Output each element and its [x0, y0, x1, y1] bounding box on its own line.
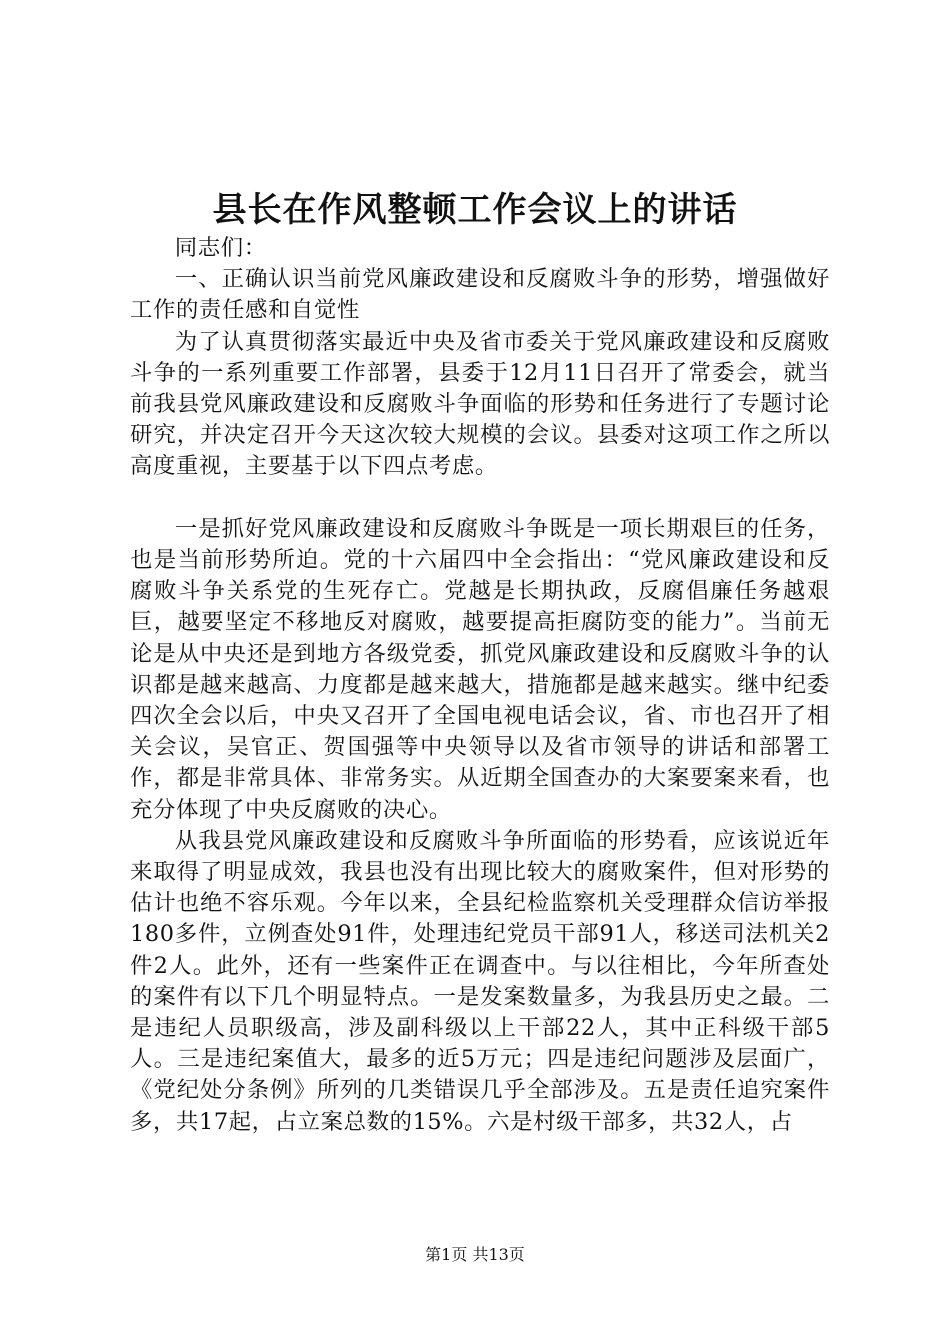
document-title: 县长在作风整顿工作会议上的讲话: [212, 190, 738, 230]
document-body: [130, 233, 830, 1138]
page-number-footer: 第1页 共13页: [425, 1245, 525, 1264]
section-heading-paragraph: 一、正确认识当前党风廉政建设和反腐败斗争的形势，增强做好工作的责任感和自觉性: [130, 266, 830, 324]
body-paragraph: 一是抓好党风廉政建设和反腐败斗争既是一项长期艰巨的任务，也是当前形势所迫。党的十六届四中全会指出：“党风廉政建设和反腐败斗争关系党的生死存亡。党越是长期执政，反腐倡廉任务越艰巨，越要坚定不移地反对腐败，越要提高拒腐防变的能力”。当前无论是从中央还是到地方各级党委，抓党风廉政建设和反腐败斗争的认识都是越来越高、力度都是越来越大，措施都是越来越实。继中纪委四次全会以后，中央又召开了全国电视电话会议，省、市也召开了相关会议，吴官正、贺国强等中央领导以及省市领导的讲话和部署工作，都是非常具体、非常务实。从近期全国查办的大案要案来看，也充分体现了中央反腐败的决心。: [130, 515, 830, 823]
salutation-paragraph: 同志们：: [174, 235, 267, 261]
body-paragraph: 从我县党风廉政建设和反腐败斗争所面临的形势看，应该说近年来取得了明显成效，我县也没有出现比较大的腐败案件，但对形势的估计也绝不容乐观。今年以来，全县纪检监察机关受理群众信访举报180多件，立例查处91件，处理违纪党员干部91人，移送司法机关2件2人。此外，还有一些案件正在调查中。与以往相比，今年所查处的案件有以下几个明显特点。一是发案数量多，为我县历史之最。二是违纪人员职级高，涉及副科级以上干部22人，其中正科级干部5人。三是违纪案值大，最多的近5万元；四是违纪问题涉及层面广，《党纪处分条例》所列的几类错误几乎全部涉及。五是责任追究案件多，共17起，占立案总数的15%。六是村级干部多，共32人，占: [130, 827, 830, 1135]
paragraph-spacer: [130, 483, 830, 514]
body-paragraph: 为了认真贯彻落实最近中央及省市委关于党风廉政建设和反腐败斗争的一系列重要工作部署，县委于12月11日召开了常委会，就当前我县党风廉政建设和反腐败斗争面临的形势和任务进行了专题讨论研究，并决定召开今天这次较大规模的会议。县委对这项工作之所以高度重视，主要基于以下四点考虑。: [130, 328, 830, 480]
